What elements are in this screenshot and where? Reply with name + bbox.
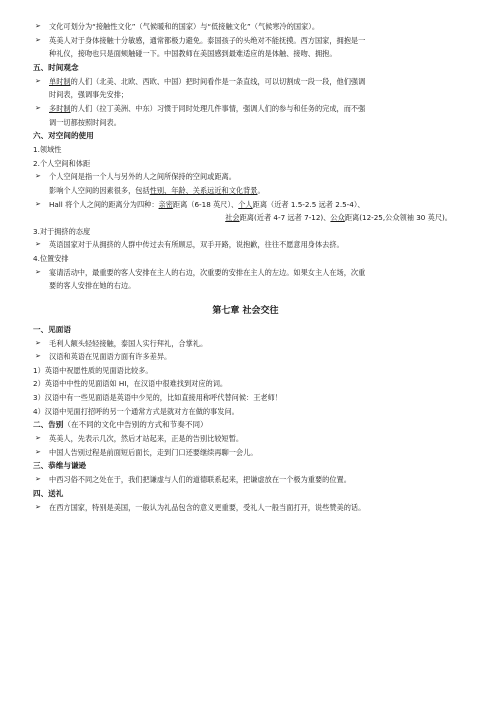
arrow-bullet-icon: ➢	[35, 199, 41, 208]
list-item	[33, 432, 458, 446]
arrow-bullet-icon: ➢	[35, 35, 41, 44]
numbered-item: 2）英语中中性的见面语如 HI，在汉语中很难找到对应的词。	[33, 379, 228, 389]
list-item	[33, 266, 458, 280]
section-heading	[33, 418, 458, 432]
list-item	[33, 75, 458, 89]
arrow-bullet-icon: ➢	[35, 434, 41, 443]
heading-note: （在不同的文化中告别的方式和节奏不同）	[63, 420, 208, 430]
list-item-text: 英美人，先表示几次，然后才站起来，正是的告别比较短暂。	[49, 434, 244, 444]
list-item	[33, 34, 458, 48]
underlined-term: 单时制	[49, 76, 71, 86]
arrow-bullet-icon: ➢	[35, 447, 41, 456]
text-span: 距离(12-25,公众领袖 30 英尺)。	[344, 213, 452, 223]
text-span: 。	[257, 185, 265, 195]
underlined-term: 亲密	[158, 199, 173, 209]
underlined-term: 性别、年龄、关系远近和文化背景	[149, 185, 258, 195]
list-item-text: 在西方国家，特别是美国，一般认为礼品包含的意义更重要，受礼人一般当面打开，说些赞美的话。	[49, 503, 366, 513]
arrow-bullet-icon: ➢	[35, 267, 41, 276]
underlined-term: 社会	[225, 213, 240, 223]
list-item	[33, 170, 458, 184]
list-item-text: 毛利人额头轻轻接触，泰国人实行拜礼，合掌礼。	[49, 338, 208, 348]
list-item-text: 英美人对于身体接触十分敏感，通常都极力避免。泰国孩子的头绝对不能抚摸。西方国家，拥抱是一	[49, 35, 366, 45]
numbered-subheading: 3.对于拥挤的态度	[33, 226, 91, 236]
chapter-title: 第七章 社会交往	[212, 305, 279, 316]
numbered-subheading: 4.位置安排	[33, 253, 69, 263]
list-item-text: 英语国家对于从拥挤的人群中传过去有所顾忌，双手开路，说抱歉，往往不愿意用身体去挤。	[49, 240, 344, 250]
arrow-bullet-icon: ➢	[35, 338, 41, 347]
arrow-bullet-icon: ➢	[35, 503, 41, 512]
arrow-bullet-icon: ➢	[35, 172, 41, 181]
list-item-continuation: 调一切都按照时间表。	[49, 117, 121, 127]
numbered-item: 1）英语中祝愿性质的见面语比较多。	[33, 365, 153, 375]
list-item-text: 汉语和英语在见面语方面有许多差异。	[49, 352, 172, 362]
numbered-subheading: 2.个人空间和体距	[33, 158, 91, 168]
list-item-text: 中国人告别过程是前面短后面长，走到门口还要继续再聊一会儿。	[49, 447, 258, 457]
list-item	[33, 102, 458, 116]
section-heading: 三、恭维与谦逊	[33, 461, 87, 471]
list-item	[33, 501, 458, 515]
text-span: 距离（6-18 英尺）、	[172, 199, 239, 209]
underlined-term: 公众	[330, 213, 345, 223]
numbered-item: 3）汉语中有一些见面语是英语中少见的，比如直接用称呼代替问候：王老师！	[33, 393, 282, 403]
text-span: Hall 将个人之间的距离分为四种：	[49, 199, 159, 209]
arrow-bullet-icon: ➢	[35, 22, 41, 30]
arrow-bullet-icon: ➢	[35, 352, 41, 361]
section-heading: 五、时间观念	[33, 62, 79, 72]
numbered-item: 4）汉语中见面打招呼的另一个通常方式是就对方在做的事发问。	[33, 406, 239, 416]
list-item-continuation: 要的客人安排在她的右边。	[49, 281, 136, 291]
underlined-term: 个人	[238, 199, 253, 209]
list-item-text: 的人们（拉丁美洲、中东）习惯于同时处理几件事情，强调人们的参与和任务的完成，而不强	[70, 103, 366, 113]
arrow-bullet-icon: ➢	[35, 475, 41, 484]
arrow-bullet-icon: ➢	[35, 76, 41, 85]
list-item-text: 中西习俗不同之处在于，我们把谦虚与人们的道德联系起来，把谦虚放在一个极为重要的位置。	[49, 475, 351, 485]
list-item-text: 文化可划分为“接触性文化”（气候暖和的国家）与“低接触文化”（气候寒冷的国家）。	[49, 22, 320, 31]
section-heading: 四、送礼	[33, 489, 64, 499]
text-span: 影响个人空间的因素很多，包括	[49, 185, 150, 195]
arrow-bullet-icon: ➢	[35, 240, 41, 249]
list-item	[33, 350, 458, 364]
list-item	[33, 473, 458, 487]
list-item-continuation	[33, 211, 458, 225]
numbered-subheading: 1.领域性	[33, 145, 62, 155]
underlined-term: 多时制	[49, 103, 71, 113]
text-span: 距离(近者 4-7 远者 7-12)、	[239, 213, 331, 223]
section-heading: 一、见面语	[33, 324, 71, 334]
arrow-bullet-icon: ➢	[35, 103, 41, 112]
text-span: 距离（近者 1.5-2.5 远者 2.5-4）、	[252, 199, 365, 209]
list-item	[33, 20, 458, 34]
list-item-text: 的人们（北美、北欧、西欧、中国）把时间看作是一条直线，可以切割成一段一段，他们强调	[70, 76, 366, 86]
list-item-continuation	[33, 184, 458, 198]
section-heading: 六、对空间的使用	[33, 131, 94, 141]
list-item	[33, 238, 458, 252]
list-item	[33, 446, 458, 460]
list-item	[33, 198, 458, 212]
list-item-continuation: 时间表，强调事先安排；	[49, 90, 129, 100]
list-item-text: 宴请活动中，最重要的客人安排在主人的右边，次重要的安排在主人的左边。如果女主人在场，次重	[49, 267, 366, 277]
list-item	[33, 337, 458, 351]
list-item-continuation: 种礼仪，接吻也只是面颊触碰一下。中国教师在美国感到最难适应的是体触、接吻、拥抱。	[49, 49, 337, 59]
heading-text: 二、告别	[33, 420, 64, 430]
list-item-text: 个人空间是指一个人与另外的人之间所保持的空间或距离。	[49, 172, 236, 182]
